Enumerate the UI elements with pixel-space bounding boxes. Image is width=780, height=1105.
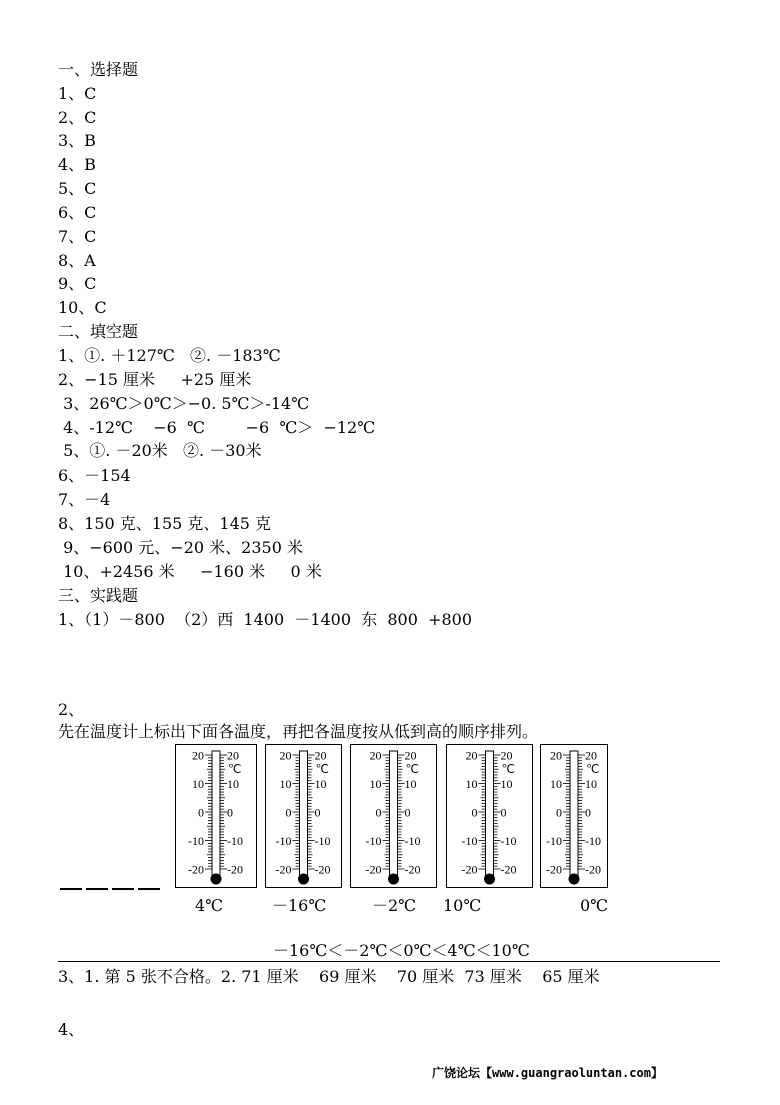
scale-label-left: -10: [461, 834, 478, 848]
choice-answer-2: 2、C: [58, 108, 97, 127]
thermometer-tube: [486, 751, 494, 879]
scale-label-right: -10: [404, 834, 421, 848]
scale-label-right: 0: [585, 805, 591, 820]
scale-label-left: -20: [546, 862, 562, 877]
choice-answer-3: 3、B: [58, 131, 96, 150]
unit-label: ℃: [228, 762, 242, 776]
fill-answer-1: 1、①. ＋127℃ ②. －183℃: [58, 346, 281, 365]
thermometer-3: [350, 744, 437, 888]
scale-label-left: -20: [461, 862, 478, 877]
scale-label-left: 0: [471, 805, 478, 820]
fill-answer-7: 7、－4: [58, 490, 111, 509]
choice-answer-1: 1、C: [58, 84, 97, 103]
scale-label-right: 10: [404, 777, 417, 791]
unit-label: ℃: [586, 762, 600, 776]
scale-label-right: -10: [585, 834, 601, 848]
answer-blank-line: [138, 888, 160, 890]
practice-answer-1: 1、（1）－800 （2）西 1400 －1400 东 800 +800: [58, 610, 473, 629]
thermometer-bulb: [484, 874, 495, 885]
scale-label-right: 20: [500, 748, 513, 763]
scale-label-right: -20: [404, 862, 421, 877]
scale-label-right: -10: [500, 834, 517, 848]
thermometer-4: [446, 744, 533, 888]
scale-label-right: -20: [500, 862, 517, 877]
choice-answer-9: 9、C: [58, 274, 97, 293]
fill-answer-4: 4、-12℃ −6 ℃ −6 ℃＞ −12℃: [58, 418, 376, 437]
scale-label-right: 20: [404, 748, 417, 763]
scale-label-left: 10: [279, 777, 292, 791]
fill-answer-2: 2、−15 厘米 +25 厘米: [58, 370, 252, 389]
choice-answer-8: 8、A: [58, 251, 96, 270]
scale-label-right: 0: [314, 805, 321, 820]
scale-label-right: 20: [227, 748, 239, 763]
scale-label-right: 20: [314, 748, 327, 763]
thermometer-bulb: [298, 874, 309, 885]
fill-answer-8: 8、150 克、155 克、145 克: [58, 514, 272, 533]
scale-label-left: 0: [375, 805, 382, 820]
answer-blank-line: [60, 888, 82, 890]
fill-answer-3: 3、26℃＞0℃＞−0. 5℃＞-14℃: [58, 394, 310, 413]
fill-answer-9: 9、−600 元、−20 米、2350 米: [58, 538, 303, 557]
scale-label-right: -10: [314, 834, 331, 848]
answer-blank-line: [112, 888, 134, 890]
scale-label-right: 10: [585, 777, 597, 791]
scale-label-left: 0: [556, 805, 562, 820]
scale-label-left: 20: [192, 748, 204, 763]
choice-answer-7: 7、C: [58, 227, 97, 246]
scale-label-right: -20: [314, 862, 331, 877]
thermometer-caption-1: 4℃: [195, 896, 224, 915]
scale-label-left: -10: [365, 834, 382, 848]
scale-label-right: -20: [227, 862, 243, 877]
scale-label-right: 0: [500, 805, 507, 820]
scale-label-left: 10: [192, 777, 204, 791]
thermometer-tube: [212, 751, 220, 879]
scale-label-right: -20: [585, 862, 601, 877]
thermometer-caption-2: －16℃: [272, 896, 327, 915]
practice-question-2-instruction: 先在温度计上标出下面各温度，再把各温度按从低到高的顺序排列。: [58, 722, 539, 741]
footer-url: 【www.guangraoluntan.com】: [480, 1066, 663, 1080]
thermometer-bulb: [569, 874, 580, 885]
scale-label-left: 0: [198, 805, 204, 820]
section-title-choice: 一、选择题: [58, 60, 139, 79]
footer-site-name: 广饶论坛: [432, 1066, 481, 1080]
thermometer-bulb: [211, 874, 222, 885]
scale-label-right: 20: [585, 748, 597, 763]
section-title-fill: 二、填空题: [58, 322, 139, 341]
choice-answer-10: 10、C: [58, 298, 107, 317]
scale-label-left: 10: [369, 777, 382, 791]
thermometer-caption-5: 0℃: [580, 896, 609, 915]
thermometer-tube: [390, 751, 398, 879]
scale-label-left: -20: [188, 862, 204, 877]
temperature-ordering: －16℃＜－2℃＜0℃＜4℃＜10℃: [273, 941, 530, 960]
scale-label-left: 0: [285, 805, 292, 820]
unit-label: ℃: [405, 762, 419, 776]
thermometer-2: [265, 744, 342, 888]
unit-label: ℃: [501, 762, 515, 776]
scale-label-left: -10: [275, 834, 292, 848]
scale-label-right: 10: [500, 777, 513, 791]
footer: [432, 1064, 663, 1081]
practice-answer-3: 3、1. 第 5 张不合格。2. 71 厘米 69 厘米 70 厘米 73 厘米 65 厘米: [58, 967, 600, 986]
thermometer-tube: [300, 751, 308, 879]
scale-label-left: 20: [465, 748, 478, 763]
scale-label-left: -20: [275, 862, 292, 877]
practice-question-4-number: 4、: [58, 1020, 85, 1039]
scale-label-right: 10: [314, 777, 327, 791]
scale-label-right: 10: [227, 777, 239, 791]
section-title-practice: 三、实践题: [58, 586, 139, 605]
scale-label-left: 20: [279, 748, 292, 763]
scale-label-left: -10: [188, 834, 204, 848]
scale-label-right: 0: [227, 805, 233, 820]
scale-label-left: 20: [550, 748, 562, 763]
choice-answer-6: 6、C: [58, 203, 97, 222]
scale-label-right: 0: [404, 805, 411, 820]
thermometer-5: [540, 744, 608, 888]
thermometer-caption-3: －2℃: [372, 896, 417, 915]
scale-label-left: -20: [365, 862, 382, 877]
fill-answer-10: 10、+2456 米 −160 米 0 米: [58, 562, 322, 581]
choice-answer-4: 4、B: [58, 155, 96, 174]
scale-label-left: -10: [546, 834, 562, 848]
thermometer-bulb: [388, 874, 399, 885]
unit-label: ℃: [315, 762, 329, 776]
scale-label-left: 10: [550, 777, 562, 791]
thermometer-1: [175, 744, 257, 888]
scale-label-left: 20: [369, 748, 382, 763]
scale-label-right: -10: [227, 834, 243, 848]
answer-blank-line: [86, 888, 108, 890]
divider: [58, 961, 720, 962]
thermometer-caption-4: 10℃: [443, 896, 482, 915]
thermometer-tube: [570, 751, 578, 879]
fill-answer-5: 5、①. －20米 ②. －30米: [58, 441, 262, 460]
practice-question-2-number: 2、: [58, 700, 85, 719]
scale-label-left: 10: [465, 777, 478, 791]
choice-answer-5: 5、C: [58, 179, 97, 198]
fill-answer-6: 6、－154: [58, 466, 131, 485]
